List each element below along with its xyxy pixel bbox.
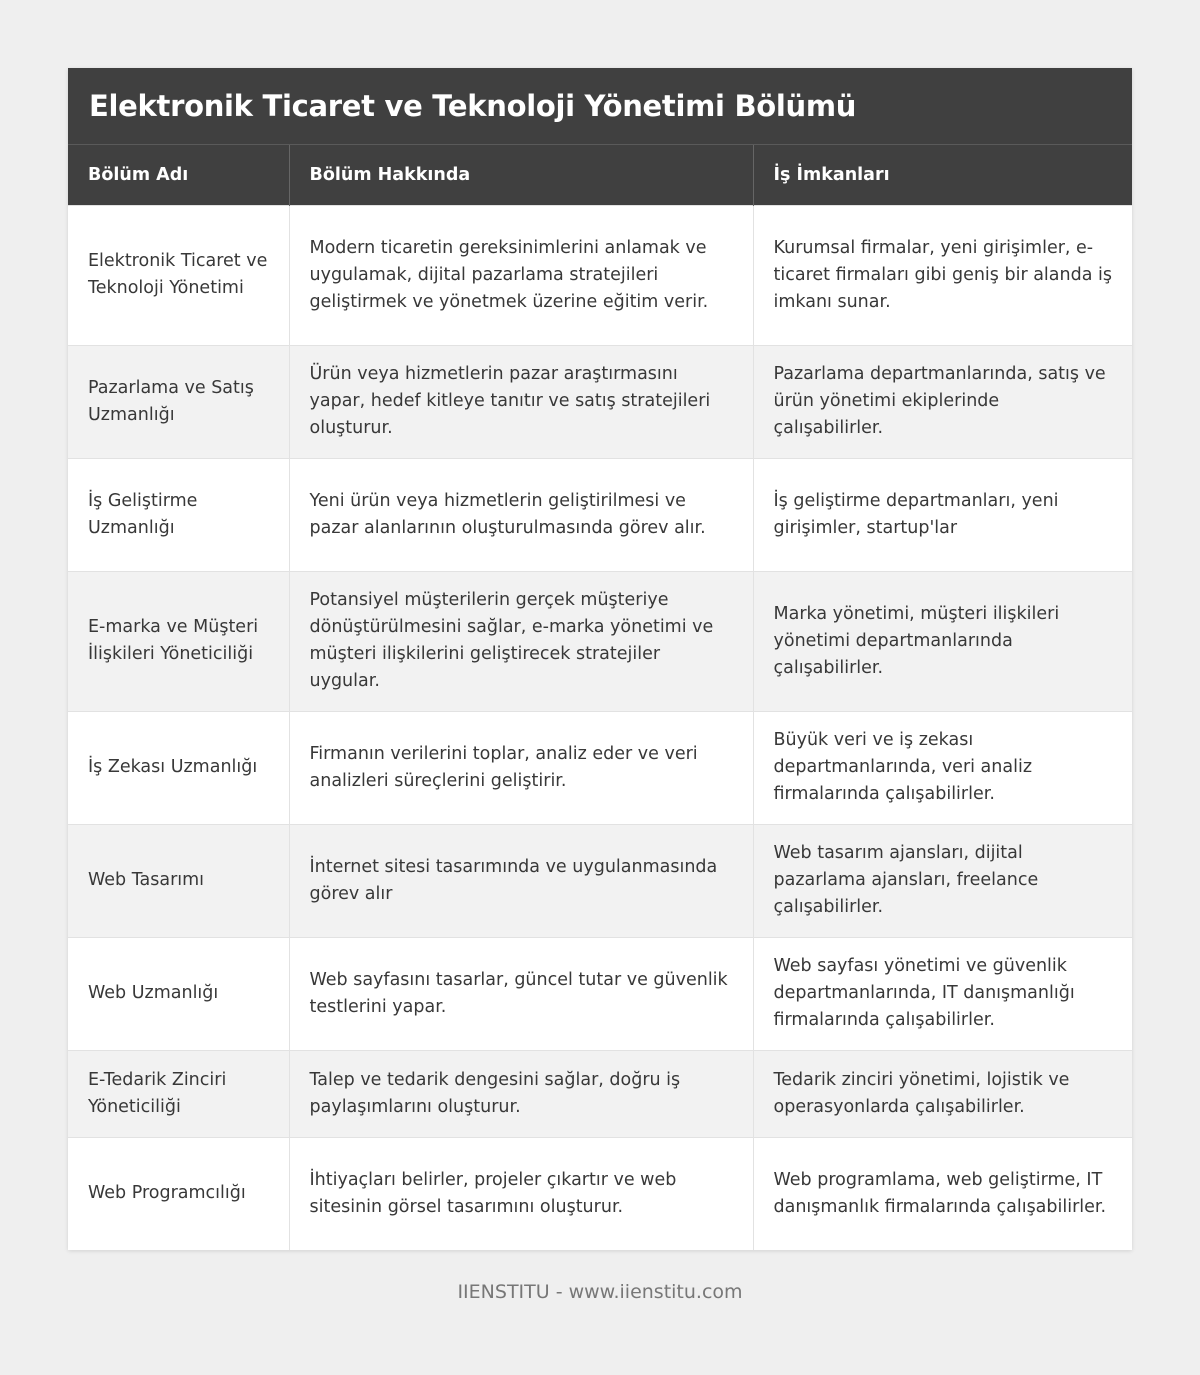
table-row [68, 458, 1132, 571]
cell-jobs: Marka yönetimi, müşteri ilişkileri yönetimi departmanlarında çalışabilirler. [753, 571, 1132, 711]
table-row [68, 711, 1132, 824]
table-body [68, 205, 1132, 1250]
table-header [68, 145, 1132, 205]
column-header-about: Bölüm Hakkında [289, 145, 753, 205]
cell-department: E-Tedarik Zinciri Yöneticiliği [68, 1050, 289, 1137]
cell-department: Web Uzmanlığı [68, 937, 289, 1050]
cell-department: Web Tasarımı [68, 824, 289, 937]
footer-credit: IIENSTITU - www.iienstitu.com [457, 1281, 743, 1303]
cell-jobs: Kurumsal firmalar, yeni girişimler, e-ticaret firmaları gibi geniş bir alanda iş imkanı sunar. [753, 205, 1132, 345]
cell-about: Talep ve tedarik dengesini sağlar, doğru iş paylaşımlarını oluşturur. [289, 1050, 753, 1137]
table-row [68, 824, 1132, 937]
cell-department: Elektronik Ticaret ve Teknoloji Yönetimi [68, 205, 289, 345]
table-row [68, 205, 1132, 345]
table-row [68, 1050, 1132, 1137]
title-bar [68, 68, 1132, 145]
cell-about: Modern ticaretin gereksinimlerini anlamak ve uygulamak, dijital pazarlama stratejileri geliştirmek ve yönetmek üzerine eğitim verir. [289, 205, 753, 345]
header-row [68, 145, 1132, 205]
column-header-name: Bölüm Adı [68, 145, 289, 205]
cell-jobs: Büyük veri ve iş zekası departmanlarında, veri analiz firmalarında çalışabilirler. [753, 711, 1132, 824]
table-row [68, 345, 1132, 458]
cell-department: Web Programcılığı [68, 1137, 289, 1250]
cell-about: İnternet sitesi tasarımında ve uygulanmasında görev alır [289, 824, 753, 937]
cell-about: Potansiyel müşterilerin gerçek müşteriye dönüştürülmesini sağlar, e-marka yönetimi ve müşteri ilişkilerini geliştirecek stratejiler uygular. [289, 571, 753, 711]
cell-about: Yeni ürün veya hizmetlerin geliştirilmesi ve pazar alanlarının oluşturulmasında görev alır. [289, 458, 753, 571]
cell-jobs: Web sayfası yönetimi ve güvenlik departmanlarında, IT danışmanlığı firmalarında çalışabilirler. [753, 937, 1132, 1050]
cell-jobs: İş geliştirme departmanları, yeni girişimler, startup'lar [753, 458, 1132, 571]
cell-department: E-marka ve Müşteri İlişkileri Yöneticiliği [68, 571, 289, 711]
content-card [68, 68, 1132, 1250]
cell-department: Pazarlama ve Satış Uzmanlığı [68, 345, 289, 458]
cell-jobs: Tedarik zinciri yönetimi, lojistik ve operasyonlarda çalışabilirler. [753, 1050, 1132, 1137]
cell-about: Ürün veya hizmetlerin pazar araştırmasını yapar, hedef kitleye tanıtır ve satış stratejileri oluşturur. [289, 345, 753, 458]
table-row [68, 571, 1132, 711]
cell-department: İş Geliştirme Uzmanlığı [68, 458, 289, 571]
departments-table [68, 145, 1132, 1250]
cell-jobs: Web programlama, web geliştirme, IT danışmanlık firmalarında çalışabilirler. [753, 1137, 1132, 1250]
cell-jobs: Web tasarım ajansları, dijital pazarlama ajansları, freelance çalışabilirler. [753, 824, 1132, 937]
table-row [68, 1137, 1132, 1250]
column-header-jobs: İş İmkanları [773, 164, 890, 185]
cell-department: İş Zekası Uzmanlığı [68, 711, 289, 824]
cell-about: Web sayfasını tasarlar, güncel tutar ve güvenlik testlerini yapar. [289, 937, 753, 1050]
cell-jobs: Pazarlama departmanlarında, satış ve ürün yönetimi ekiplerinde çalışabilirler. [753, 345, 1132, 458]
table-row [68, 937, 1132, 1050]
page-title: Elektronik Ticaret ve Teknoloji Yönetimi Bölümü [89, 89, 857, 123]
cell-about: Firmanın verilerini toplar, analiz eder ve veri analizleri süreçlerini geliştirir. [289, 711, 753, 824]
cell-about: İhtiyaçları belirler, projeler çıkartır ve web sitesinin görsel tasarımını oluşturur. [289, 1137, 753, 1250]
